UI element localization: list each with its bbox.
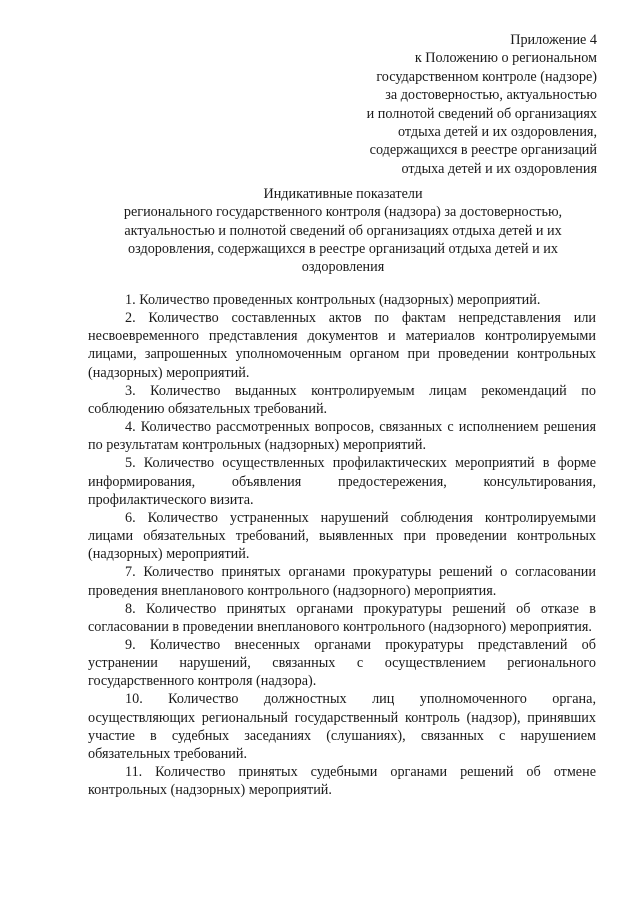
indicator-item-2: 2. Количество составленных актов по фактам непредставления или несвоевременного представления документов и материалов контролируемыми лицами, запрошенных уполномоченным органом при проведении контрольных (надзорных) мероприятий. [88,310,596,381]
indicator-item-9: 9. Количество внесенных органами прокуратуры представлений об устранении нарушений, связанных с осуществлением регионального государственного контроля (надзора). [88,636,596,690]
appendix-line: к Положению о региональном [414,50,597,67]
title-line: регионального государственного контроля (надзора) за достоверностью, [123,204,563,221]
appendix-line: отдыха детей и их оздоровления [401,160,597,177]
title-line: оздоровления [301,259,385,276]
appendix-line: Приложение 4 [510,32,597,48]
appendix-line: государственном контроле (надзоре) [376,68,597,85]
appendix-line: содержащихся в реестре организаций [369,142,597,159]
appendix-line: за достоверностью, актуальностью [385,87,597,104]
title-line: Индикативные показатели [263,186,423,202]
indicator-item-1: 1. Количество проведенных контрольных (надзорных) мероприятий. [125,292,541,308]
appendix-line: и полнотой сведений об организациях [366,105,597,122]
title-line: оздоровления, содержащихся в реестре организаций отдыха детей и их [128,240,558,257]
indicator-item-11: 11. Количество принятых судебными органами решений об отмене контрольных (надзорных) мероприятий. [88,764,596,799]
indicator-item-6: 6. Количество устраненных нарушений соблюдения контролируемыми лицами обязательных требований, выявленных при проведении контрольных (надзорных) мероприятий. [88,509,596,563]
document-title [88,185,598,276]
indicator-item-10: 10. Количество должностных лиц уполномоченного органа, осуществляющих региональный государственный контроль (надзор), принявших участие в судебных заседаниях (слушаниях), связанных с нарушением обязательных требований. [88,691,596,762]
title-line: актуальностью и полнотой сведений об организациях отдыха детей и их [124,222,562,239]
appendix-header [297,31,597,178]
indicator-item-3: 3. Количество выданных контролируемым лицам рекомендаций по соблюдению обязательных требований. [88,382,596,417]
indicator-item-8: 8. Количество принятых органами прокуратуры решений об отказе в согласовании в проведении внепланового контрольного (надзорного) мероприятия. [88,600,596,635]
appendix-line: отдыха детей и их оздоровления, [397,124,597,141]
indicator-item-7: 7. Количество принятых органами прокуратуры решений о согласовании проведения внепланового контрольного (надзорного) мероприятия. [88,564,596,599]
indicator-list [88,291,596,799]
indicator-item-5: 5. Количество осуществленных профилактических мероприятий в форме информирования, объявления предостережения, консультирования, профилактического визита. [88,455,596,508]
indicator-item-4: 4. Количество рассмотренных вопросов, связанных с исполнением решения по результатам контрольных (надзорных) мероприятий. [88,419,596,454]
